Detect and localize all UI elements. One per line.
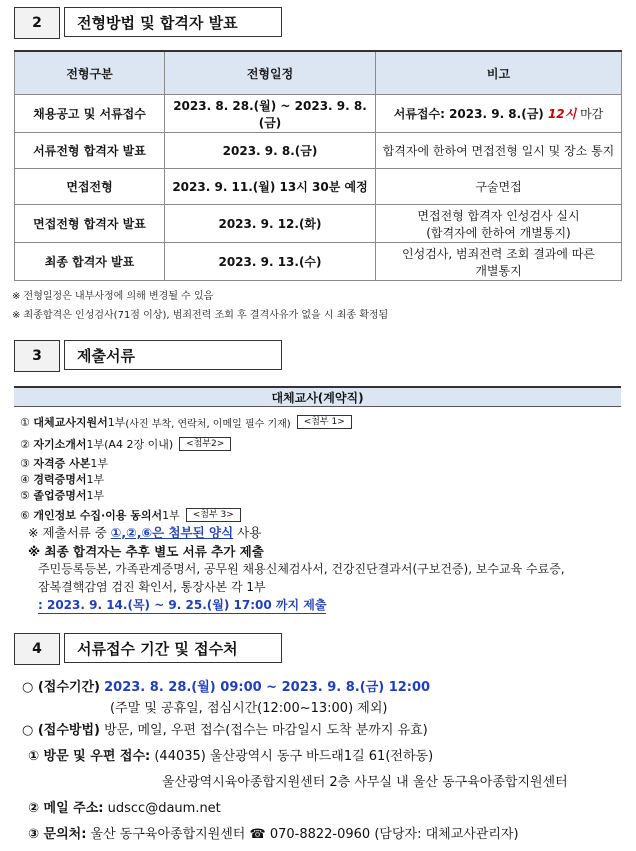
item-name: 자격증 사본 — [33, 457, 91, 470]
visit-label: ① 방문 및 우편 접수: — [28, 749, 151, 764]
document-item — [20, 455, 108, 471]
document-item — [20, 414, 352, 430]
documents-note-form — [28, 523, 261, 541]
item-name: 경력증명서 — [33, 473, 87, 486]
document-item — [20, 471, 104, 487]
attachment-tag: <첨부 1> — [297, 415, 352, 429]
note-prefix: ※ 제출서류 중 — [28, 525, 111, 540]
period-label: ○ (접수기간) — [22, 680, 100, 695]
attachment-tag: <첨부2> — [179, 437, 231, 451]
item-mark: ③ — [20, 456, 30, 470]
visit-address-2: 울산광역시육아종합지원센터 2층 사무실 내 울산 동구육아종합지원센터 — [162, 775, 568, 790]
row-stage: 면접전형 합격자 발표 — [15, 205, 165, 243]
documents-table-header: 대체교사(계약직) — [14, 386, 621, 407]
method-line — [22, 719, 428, 738]
row-note: 합격자에 한하여 면접전형 일시 및 장소 통지 — [376, 133, 622, 169]
item-detail: 1부 — [90, 457, 108, 470]
documents-note-final: ※ 최종 합격자는 추후 별도 서류 추가 제출 — [28, 544, 264, 559]
document-item — [20, 487, 104, 503]
visit-line — [28, 745, 433, 764]
header-note: 비고 — [376, 51, 622, 95]
row-note-line2: 개별통지 — [475, 263, 522, 278]
email-value: udscc@daum.net — [103, 801, 221, 816]
period-value: 2023. 8. 28.(월) 09:00 ~ 2023. 9. 8.(금) 12:00 — [104, 680, 431, 695]
item-name: 대체교사지원서 — [33, 416, 108, 429]
table-row — [15, 169, 622, 205]
item-detail: 1부 — [86, 489, 105, 502]
item-mark: ① — [20, 415, 30, 429]
row-note: 구술면접 — [376, 169, 622, 205]
email-line — [28, 797, 221, 816]
row-note-line1: 인성검사, 범죄전력 조회 결과에 따른 — [402, 246, 595, 261]
period-line — [22, 676, 430, 695]
row-schedule: 2023. 9. 13.(수) — [165, 243, 376, 281]
row-note — [376, 205, 622, 243]
documents-note-list-2: 잠복결핵감염 검진 확인서, 통장사본 각 1부 — [38, 580, 266, 594]
row-stage: 최종 합격자 발표 — [15, 243, 165, 281]
documents-note-list-1: 주민등록등본, 가족관계증명서, 공무원 채용신체검사서, 건강진단결과서(구보건증), 보수교육 수료증, — [38, 562, 565, 576]
documents-note-deadline: : 2023. 9. 14.(목) ~ 9. 25.(월) 17:00 까지 제출 — [38, 598, 327, 612]
contact-label: ③ 문의처: — [28, 827, 87, 842]
item-small: (사진 부착, 연락처, 이메일 필수 기재) — [125, 418, 291, 430]
row-schedule: 2023. 9. 11.(월) 13시 30분 예정 — [165, 169, 376, 205]
section-2-title: 전형방법 및 합격자 발표 — [64, 7, 282, 37]
contact-line — [28, 823, 519, 842]
row-note — [376, 95, 622, 133]
item-mark: ⑥ — [20, 508, 30, 522]
table-row — [15, 243, 622, 281]
row-schedule: 2023. 8. 28.(월) ~ 2023. 9. 8.(금) — [165, 95, 376, 133]
document-item — [20, 507, 241, 523]
section-4-title: 서류접수 기간 및 접수처 — [64, 633, 282, 663]
section-3-title: 제출서류 — [64, 340, 282, 370]
row-note-line1: 면접전형 합격자 인성검사 실시 — [417, 208, 580, 223]
document-item — [20, 436, 231, 452]
period-note: (주말 및 공휴일, 점심시간(12:00~13:00) 제외) — [110, 701, 388, 716]
item-mark: ② — [20, 437, 30, 451]
schedule-note-2: ※ 최종합격은 인성검사(71점 이상), 범죄전력 조회 후 결격사유가 없을 시 최종 확정됨 — [12, 310, 389, 321]
schedule-table-header — [15, 51, 622, 95]
schedule-note-1: ※ 전형일정은 내부사정에 의해 변경될 수 있음 — [12, 291, 214, 302]
schedule-table — [14, 50, 622, 281]
row-schedule: 2023. 9. 8.(금) — [165, 133, 376, 169]
email-label: ② 메일 주소: — [28, 801, 104, 816]
item-name: 졸업증명서 — [33, 489, 87, 502]
header-stage: 전형구분 — [15, 51, 165, 95]
row-note-line2: (합격자에 한하여 개별통지) — [426, 225, 571, 240]
method-value: 방문, 메일, 우편 접수(접수는 마감일시 도착 분까지 유효) — [99, 723, 428, 738]
section-2-number: 2 — [14, 7, 60, 39]
item-name: 자기소개서 — [33, 438, 87, 451]
row-stage: 채용공고 및 서류접수 — [15, 95, 165, 133]
attachment-tag: <첨부 3> — [186, 508, 241, 522]
row-stage: 서류전형 합격자 발표 — [15, 133, 165, 169]
method-label: ○ (접수방법) — [22, 723, 100, 738]
item-name: 개인정보 수집·이용 동의서 — [33, 509, 163, 522]
item-detail: 1부 — [162, 509, 180, 522]
row-note-suffix: 마감 — [576, 107, 604, 121]
section-4-number: 4 — [14, 633, 60, 665]
note-blue: ①,②,⑥은 첨부된 양식 — [110, 525, 234, 540]
table-row — [15, 95, 622, 133]
table-row — [15, 205, 622, 243]
item-detail: 1부(A4 2장 이내) — [86, 438, 174, 451]
header-schedule: 전형일정 — [165, 51, 376, 95]
section-3-number: 3 — [14, 340, 60, 372]
table-row — [15, 133, 622, 169]
visit-value: (44035) 울산광역시 동구 바드래1길 61(전하동) — [150, 749, 434, 764]
item-detail: 1부 — [107, 416, 126, 429]
row-schedule: 2023. 9. 12.(화) — [165, 205, 376, 243]
row-stage: 면접전형 — [15, 169, 165, 205]
note-suffix: 사용 — [233, 525, 262, 540]
item-mark: ⑤ — [20, 488, 30, 502]
item-mark: ④ — [20, 472, 30, 486]
contact-value: 울산 동구육아종합지원센터 ☎ 070-8822-0960 (담당자: 대체교사관리자) — [86, 827, 519, 842]
row-note-prefix: 서류접수: 2023. 9. 8.(금) — [393, 107, 548, 121]
item-detail: 1부 — [86, 473, 105, 486]
row-note-highlight: 12시 — [547, 107, 577, 121]
row-note — [376, 243, 622, 281]
